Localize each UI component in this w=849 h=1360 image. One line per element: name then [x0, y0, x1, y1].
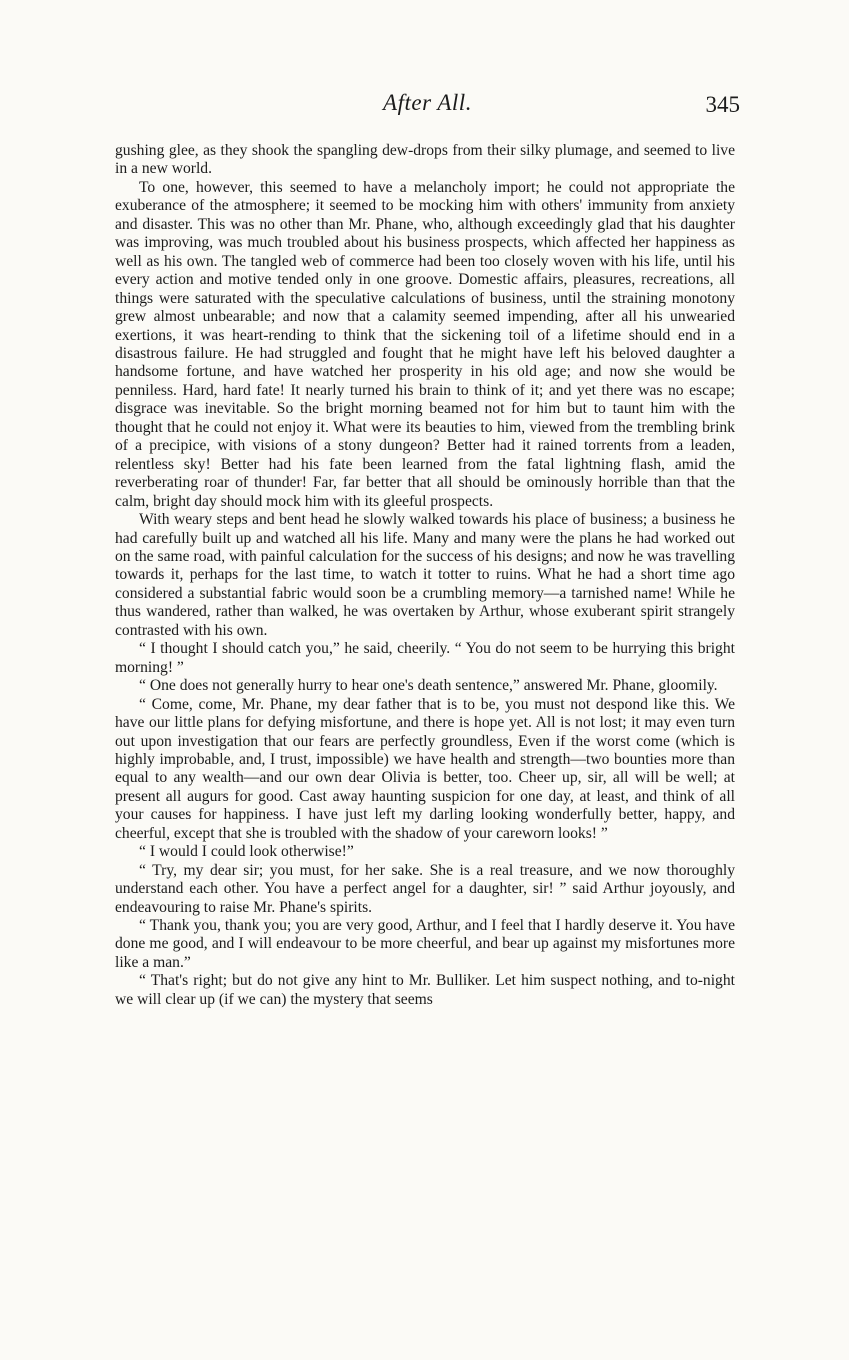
paragraph: “ Thank you, thank you; you are very good, Arthur, and I feel that I hardly deserve it. You have done me good, and I will endeavour to be more cheerful, and bear up against my misfortunes more like a man.” [115, 917, 735, 971]
paragraph: To one, however, this seemed to have a melancholy import; he could not appropriate the exuberance of the atmosphere; it seemed to be mocking him with others' immunity from anxiety and disaster. This was no other than Mr. Phane, who, although exceedingly glad that his daughter was improving, was much troubled about his business prospects, which affected her happiness as well as his own. The tangled web of commerce had been too closely woven with his life, until his every action and motive tended only in one groove. Domestic affairs, pleasures, recreations, all things were saturated with the speculative calculations of business, until the straining monotony grew almost unbearable; and now that a calamity seemed impending, after all his unwearied exertions, it was heart-rending to think that the sickening toil of a lifetime should end in a disastrous failure. He had struggled and fought that he might have left his beloved daughter a handsome fortune, and have watched her prosperity in his old age; and now she would be penniless. Hard, hard fate! It nearly turned his brain to think of it; and yet there was no escape; disgrace was inevitable. So the bright morning beamed not for him but to taunt him with the thought that he could not enjoy it. What were its beauties to him, viewed from the trembling brink of a precipice, with visions of a stony dungeon? Better had it rained torrents from a leaden, relentless sky! Better had his fate been learned from the fatal lightning flash, amid the reverberating roar of thunder! Far, far better that all should be ominously horrible than that the calm, bright day should mock him with its gleeful prospects. [115, 178, 735, 510]
paragraph: “ Come, come, Mr. Phane, my dear father that is to be, you must not despond like this. We have our little plans for defying misfortune, and there is hope yet. All is not lost; it may even turn out upon investigation that our fears are perfectly groundless, Even if the worst come (which is highly improbable, and, I trust, impossible) we have health and strength—two bounties more than equal to any wealth—and our own dear Olivia is better, too. Cheer up, sir, all will be well; at present all augurs for good. Cast away haunting suspicion for one day, at least, and think of all your causes for happiness. I have just left my darling looking wonderfully better, happy, and cheerful, except that she is troubled with the shadow of your careworn looks! ” [115, 695, 735, 842]
paragraph: “ I would I could look otherwise!” [139, 843, 354, 861]
page-header [115, 90, 740, 130]
page-number: 345 [705, 92, 740, 117]
running-title: After All. [383, 90, 472, 115]
paragraph: “ Try, my dear sir; you must, for her sake. She is a real treasure, and we now thoroughly understand each other. You have a perfect angel for a daughter, sir! ” said Arthur joyously, and endeavouring to raise Mr. Phane's spirits. [115, 861, 735, 916]
body-text [115, 142, 735, 1009]
paragraph: “ I thought I should catch you,” he said, cheerily. “ You do not seem to be hurrying this bright morning! ” [115, 640, 735, 676]
paragraph: With weary steps and bent head he slowly walked towards his place of business; a business he had carefully built up and watched all his life. Many and many were the plans he had worked out on the same road, with painful calculation for the success of his designs; and now he was travelling towards it, perhaps for the last time, to watch it totter to ruins. What he had a short time ago considered a substantial fabric would soon be a crumbling memory—a tarnished name! While he thus wandered, rather than walked, he was overtaken by Arthur, whose exuberant spirit strangely contrasted with his own. [115, 511, 735, 639]
paragraph: “ One does not generally hurry to hear one's death sentence,” answered Mr. Phane, gloomily. [139, 677, 718, 695]
paragraph: gushing glee, as they shook the spangling dew-drops from their silky plumage, and seemed to live in a new world. [115, 142, 735, 178]
paragraph: “ That's right; but do not give any hint to Mr. Bulliker. Let him suspect nothing, and to-night we will clear up (if we can) the mystery that seems [115, 972, 735, 1008]
